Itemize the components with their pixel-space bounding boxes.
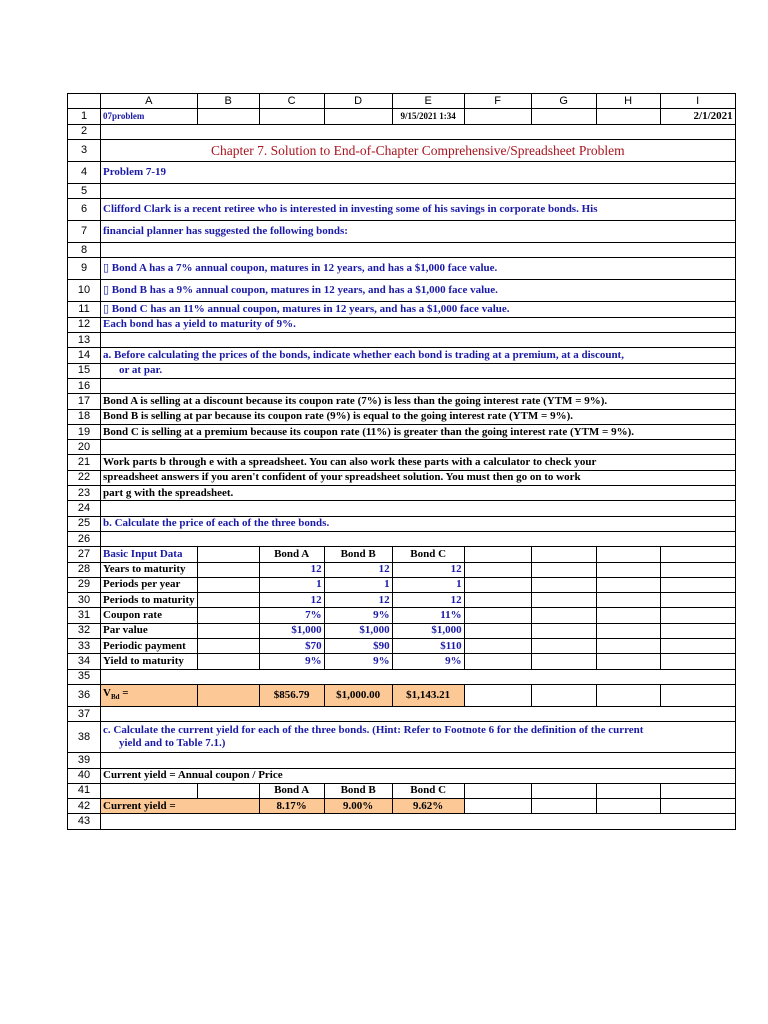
- col-header-h[interactable]: H: [596, 94, 660, 109]
- row-header[interactable]: 38: [68, 722, 101, 753]
- row-43: [68, 814, 736, 829]
- cell[interactable]: [660, 623, 735, 638]
- cell[interactable]: [464, 623, 531, 638]
- part-c-question-line-2: yield and to Table 7.1.): [119, 737, 226, 750]
- col-header-f[interactable]: F: [464, 94, 531, 109]
- input-value[interactable]: 7%: [259, 608, 324, 623]
- cell[interactable]: [324, 109, 392, 124]
- instructions-line-2[interactable]: spreadsheet answers if you aren't confident of your spreadsheet solution. You must then go on to work: [101, 470, 736, 485]
- cell[interactable]: [464, 593, 531, 608]
- row-header[interactable]: 36: [68, 684, 101, 706]
- input-value[interactable]: 12: [324, 593, 392, 608]
- cell[interactable]: [531, 109, 596, 124]
- cell[interactable]: [596, 608, 660, 623]
- bond-b-price[interactable]: $1,000.00: [324, 684, 392, 706]
- cell[interactable]: [531, 608, 596, 623]
- row-1: [68, 109, 736, 124]
- row-38: [68, 722, 736, 753]
- bond-a-header[interactable]: Bond A: [259, 783, 324, 798]
- cell[interactable]: [660, 593, 735, 608]
- row-13: [68, 333, 736, 348]
- row-header[interactable]: 40: [68, 768, 101, 783]
- input-value[interactable]: 11%: [392, 608, 464, 623]
- input-value[interactable]: $1,000: [324, 623, 392, 638]
- row-header[interactable]: 9: [68, 258, 101, 280]
- row-36: [68, 684, 736, 706]
- empty-row-cell[interactable]: [101, 531, 736, 546]
- row-16: [68, 378, 736, 393]
- bond-c-current-yield[interactable]: 9.62%: [392, 799, 464, 814]
- row-6: [68, 199, 736, 221]
- bond-c-header[interactable]: Bond C: [392, 547, 464, 562]
- empty-row-cell[interactable]: [101, 706, 736, 721]
- row-8: [68, 243, 736, 258]
- cell[interactable]: [197, 783, 259, 798]
- row-header[interactable]: 20: [68, 440, 101, 455]
- row-header[interactable]: 25: [68, 516, 101, 531]
- row-header[interactable]: 16: [68, 378, 101, 393]
- cell[interactable]: [596, 799, 660, 814]
- input-label[interactable]: Periods to maturity: [101, 593, 198, 608]
- ytm-statement[interactable]: Each bond has a yield to maturity of 9%.: [101, 317, 736, 332]
- instructions-line-3[interactable]: part g with the spreadsheet.: [101, 486, 736, 501]
- cell[interactable]: [197, 608, 259, 623]
- input-label[interactable]: Periodic payment: [101, 639, 198, 654]
- cell[interactable]: [596, 623, 660, 638]
- row-42: [68, 799, 736, 814]
- input-value[interactable]: 9%: [324, 654, 392, 669]
- row-header[interactable]: 17: [68, 394, 101, 409]
- cell[interactable]: [531, 684, 596, 706]
- row-header[interactable]: 23: [68, 486, 101, 501]
- cell[interactable]: [531, 799, 596, 814]
- cell[interactable]: [464, 799, 531, 814]
- cell[interactable]: [531, 593, 596, 608]
- cell[interactable]: [596, 639, 660, 654]
- row-33: [68, 639, 736, 654]
- row-header[interactable]: 1: [68, 109, 101, 124]
- cell[interactable]: [531, 547, 596, 562]
- row-header[interactable]: 33: [68, 639, 101, 654]
- empty-row-cell[interactable]: [101, 378, 736, 393]
- cell[interactable]: [660, 577, 735, 592]
- row-37: [68, 706, 736, 721]
- row-header[interactable]: 13: [68, 333, 101, 348]
- input-label[interactable]: Years to maturity: [101, 562, 198, 577]
- input-value[interactable]: 9%: [259, 654, 324, 669]
- bond-b-header[interactable]: Bond B: [324, 783, 392, 798]
- part-a-question-line-1[interactable]: a. Before calculating the prices of the bonds, indicate whether each bond is trading at a premium, at a discount,: [101, 348, 736, 363]
- row-header[interactable]: 26: [68, 531, 101, 546]
- row-header[interactable]: 14: [68, 348, 101, 363]
- price-label[interactable]: $V_{Bd}$ =: [101, 684, 198, 706]
- row-39: [68, 753, 736, 768]
- empty-row-cell[interactable]: [101, 333, 736, 348]
- sheet-title[interactable]: Chapter 7. Solution to End-of-Chapter Comprehensive/Spreadsheet Problem: [101, 139, 736, 161]
- empty-row-cell[interactable]: [101, 124, 736, 139]
- row-31: [68, 608, 736, 623]
- part-a-answer-bond-c[interactable]: Bond C is selling at a premium because its coupon rate (11%) is greater than the going interest rate (YTM = 9%).: [101, 424, 736, 439]
- cell[interactable]: [660, 608, 735, 623]
- filename-cell[interactable]: 07problem: [101, 109, 198, 124]
- cell[interactable]: [464, 654, 531, 669]
- input-value[interactable]: 1: [324, 577, 392, 592]
- input-label[interactable]: Par value: [101, 623, 198, 638]
- cell[interactable]: [596, 684, 660, 706]
- cell[interactable]: [660, 547, 735, 562]
- cell[interactable]: [596, 547, 660, 562]
- row-header[interactable]: 8: [68, 243, 101, 258]
- bond-b-description[interactable]: ▯ Bond B has a 9% annual coupon, matures in 12 years, and has a $1,000 face value.: [101, 280, 736, 302]
- bond-c-header[interactable]: Bond C: [392, 783, 464, 798]
- row-header[interactable]: 39: [68, 753, 101, 768]
- bond-a-current-yield[interactable]: 8.17%: [259, 799, 324, 814]
- row-32: [68, 623, 736, 638]
- row-27: [68, 547, 736, 562]
- current-yield-formula[interactable]: Current yield = Annual coupon / Price: [101, 768, 736, 783]
- row-header[interactable]: 4: [68, 161, 101, 183]
- problem-label[interactable]: Problem 7-19: [101, 161, 736, 183]
- row-21: [68, 455, 736, 470]
- cell[interactable]: [660, 654, 735, 669]
- part-b-question[interactable]: b. Calculate the price of each of the three bonds.: [101, 516, 736, 531]
- timestamp-cell[interactable]: 9/15/2021 1:34: [392, 109, 464, 124]
- bond-c-description[interactable]: ▯ Bond C has an 11% annual coupon, matures in 12 years, and has a $1,000 face value.: [101, 302, 736, 317]
- row-header[interactable]: 18: [68, 409, 101, 424]
- cell[interactable]: [197, 109, 259, 124]
- row-header[interactable]: 6: [68, 199, 101, 221]
- part-a-question-line-2[interactable]: or at par.: [101, 363, 736, 378]
- row-7: [68, 221, 736, 243]
- cell[interactable]: [197, 577, 259, 592]
- part-c-question[interactable]: [101, 722, 736, 753]
- intro-line-1[interactable]: Clifford Clark is a recent retiree who is interested in investing some of his savings in corporate bonds. His: [101, 199, 736, 221]
- row-29: [68, 577, 736, 592]
- row-3: [68, 139, 736, 161]
- cell[interactable]: [660, 639, 735, 654]
- row-28: [68, 562, 736, 577]
- input-value[interactable]: 12: [259, 593, 324, 608]
- empty-row-cell[interactable]: [101, 440, 736, 455]
- cell[interactable]: [660, 799, 735, 814]
- cell[interactable]: [464, 684, 531, 706]
- cell[interactable]: [197, 654, 259, 669]
- empty-row-cell[interactable]: [101, 814, 736, 829]
- cell[interactable]: [596, 654, 660, 669]
- current-yield-label[interactable]: Current yield =: [101, 799, 260, 814]
- row-header[interactable]: 19: [68, 424, 101, 439]
- cell[interactable]: [464, 639, 531, 654]
- row-19: [68, 424, 736, 439]
- instructions-line-1[interactable]: Work parts b through e with a spreadsheet. You can also work these parts with a calculator to check your: [101, 455, 736, 470]
- cell[interactable]: [464, 562, 531, 577]
- input-data-label[interactable]: Basic Input Data: [101, 547, 198, 562]
- col-header-d[interactable]: D: [324, 94, 392, 109]
- bond-b-current-yield[interactable]: 9.00%: [324, 799, 392, 814]
- empty-row-cell[interactable]: [101, 243, 736, 258]
- col-header-e[interactable]: E: [392, 94, 464, 109]
- row-23: [68, 486, 736, 501]
- row-header[interactable]: 15: [68, 363, 101, 378]
- cell[interactable]: [596, 562, 660, 577]
- empty-row-cell[interactable]: [101, 183, 736, 198]
- cell[interactable]: [596, 577, 660, 592]
- bond-b-header[interactable]: Bond B: [324, 547, 392, 562]
- cell[interactable]: [531, 577, 596, 592]
- input-value[interactable]: 9%: [324, 608, 392, 623]
- row-40: [68, 768, 736, 783]
- row-header[interactable]: 29: [68, 577, 101, 592]
- input-value[interactable]: 12: [259, 562, 324, 577]
- input-value[interactable]: 12: [392, 562, 464, 577]
- cell[interactable]: [197, 623, 259, 638]
- row-header[interactable]: 2: [68, 124, 101, 139]
- row-11: [68, 302, 736, 317]
- row-header[interactable]: 10: [68, 280, 101, 302]
- input-value[interactable]: $1,000: [259, 623, 324, 638]
- row-header[interactable]: 42: [68, 799, 101, 814]
- row-header[interactable]: 3: [68, 139, 101, 161]
- row-30: [68, 593, 736, 608]
- col-header-a[interactable]: A: [101, 94, 198, 109]
- col-header-c[interactable]: C: [259, 94, 324, 109]
- row-header[interactable]: 31: [68, 608, 101, 623]
- row-2: [68, 124, 736, 139]
- cell[interactable]: [197, 684, 259, 706]
- cell[interactable]: [464, 577, 531, 592]
- row-header[interactable]: 22: [68, 470, 101, 485]
- spreadsheet-grid: [67, 93, 736, 830]
- cell[interactable]: [464, 783, 531, 798]
- cell[interactable]: [197, 639, 259, 654]
- input-value[interactable]: $90: [324, 639, 392, 654]
- cell[interactable]: [660, 783, 735, 798]
- row-header[interactable]: 43: [68, 814, 101, 829]
- row-5: [68, 183, 736, 198]
- cell[interactable]: [464, 547, 531, 562]
- cell[interactable]: [531, 639, 596, 654]
- cell[interactable]: [596, 783, 660, 798]
- row-header[interactable]: 12: [68, 317, 101, 332]
- row-header[interactable]: 41: [68, 783, 101, 798]
- row-header[interactable]: 24: [68, 501, 101, 516]
- cell[interactable]: [531, 623, 596, 638]
- row-34: [68, 654, 736, 669]
- date-cell[interactable]: 2/1/2021: [660, 109, 735, 124]
- col-header-b[interactable]: B: [197, 94, 259, 109]
- row-header[interactable]: 5: [68, 183, 101, 198]
- row-20: [68, 440, 736, 455]
- input-label[interactable]: Coupon rate: [101, 608, 198, 623]
- row-12: [68, 317, 736, 332]
- intro-line-2[interactable]: financial planner has suggested the following bonds:: [101, 221, 736, 243]
- input-value[interactable]: 1: [259, 577, 324, 592]
- input-value[interactable]: 12: [324, 562, 392, 577]
- row-18: [68, 409, 736, 424]
- row-15: [68, 363, 736, 378]
- cell[interactable]: [197, 593, 259, 608]
- column-header-row: [68, 94, 736, 109]
- row-header[interactable]: 37: [68, 706, 101, 721]
- bond-a-price[interactable]: $856.79: [259, 684, 324, 706]
- row-14: [68, 348, 736, 363]
- row-header[interactable]: 30: [68, 593, 101, 608]
- bond-a-description[interactable]: ▯ Bond A has a 7% annual coupon, matures in 12 years, and has a $1,000 face value.: [101, 258, 736, 280]
- empty-row-cell[interactable]: [101, 753, 736, 768]
- cell[interactable]: [197, 562, 259, 577]
- row-41: [68, 783, 736, 798]
- input-value[interactable]: 1: [392, 577, 464, 592]
- row-header[interactable]: 27: [68, 547, 101, 562]
- col-header-i[interactable]: I: [660, 94, 735, 109]
- cell[interactable]: [596, 109, 660, 124]
- corner-cell[interactable]: [68, 94, 101, 109]
- row-25: [68, 516, 736, 531]
- part-a-answer-bond-b[interactable]: Bond B is selling at par because its coupon rate (9%) is equal to the going interest rate (YTM = 9%).: [101, 409, 736, 424]
- cell[interactable]: [101, 783, 198, 798]
- bond-a-header[interactable]: Bond A: [259, 547, 324, 562]
- row-26: [68, 531, 736, 546]
- input-value[interactable]: $1,000: [392, 623, 464, 638]
- row-17: [68, 394, 736, 409]
- input-value[interactable]: 12: [392, 593, 464, 608]
- row-header[interactable]: 7: [68, 221, 101, 243]
- cell[interactable]: [464, 109, 531, 124]
- cell[interactable]: [660, 562, 735, 577]
- cell[interactable]: [660, 684, 735, 706]
- row-header[interactable]: 11: [68, 302, 101, 317]
- row-35: [68, 669, 736, 684]
- col-header-g[interactable]: G: [531, 94, 596, 109]
- input-value[interactable]: $70: [259, 639, 324, 654]
- input-label[interactable]: Periods per year: [101, 577, 198, 592]
- row-header[interactable]: 21: [68, 455, 101, 470]
- row-22: [68, 470, 736, 485]
- row-9: [68, 258, 736, 280]
- cell[interactable]: [531, 654, 596, 669]
- row-header[interactable]: 32: [68, 623, 101, 638]
- input-label[interactable]: Yield to maturity: [101, 654, 198, 669]
- bond-c-price[interactable]: $1,143.21: [392, 684, 464, 706]
- input-value[interactable]: $110: [392, 639, 464, 654]
- row-header[interactable]: 35: [68, 669, 101, 684]
- cell[interactable]: [197, 547, 259, 562]
- cell[interactable]: [596, 593, 660, 608]
- row-header[interactable]: 34: [68, 654, 101, 669]
- row-header[interactable]: 28: [68, 562, 101, 577]
- part-c-question-line-1: c. Calculate the current yield for each of the three bonds. (Hint: Refer to Footnote 6 for the definition of the current: [103, 724, 644, 737]
- empty-row-cell[interactable]: [101, 669, 736, 684]
- row-10: [68, 280, 736, 302]
- cell[interactable]: [531, 562, 596, 577]
- cell[interactable]: [464, 608, 531, 623]
- part-a-answer-bond-a[interactable]: Bond A is selling at a discount because its coupon rate (7%) is less than the going interest rate (YTM = 9%).: [101, 394, 736, 409]
- input-value[interactable]: 9%: [392, 654, 464, 669]
- empty-row-cell[interactable]: [101, 501, 736, 516]
- row-24: [68, 501, 736, 516]
- row-4: [68, 161, 736, 183]
- cell[interactable]: [259, 109, 324, 124]
- cell[interactable]: [531, 783, 596, 798]
